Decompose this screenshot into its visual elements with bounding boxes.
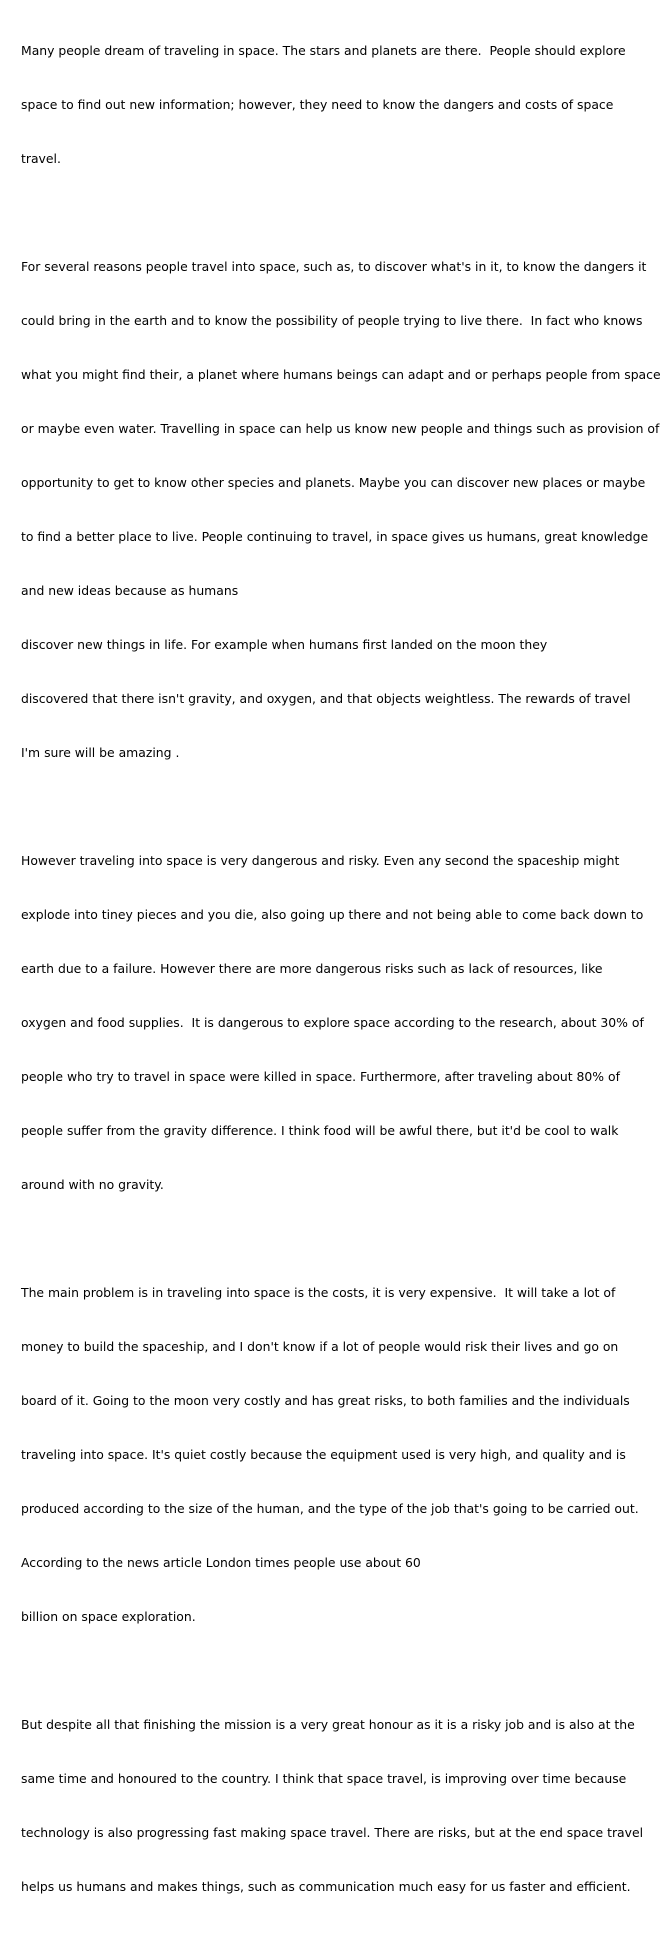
text-line: The main problem is in traveling into space is the costs, it is very expensive. It will take a lot of <box>21 1285 616 1300</box>
text-line: For several reasons people travel into space, such as, to discover what's in it, to know the dangers it <box>21 259 647 274</box>
text-line: people who try to travel in space were killed in space. Furthermore, after traveling about 80% of <box>21 1069 620 1084</box>
text-line: people suffer from the gravity difference. I think food will be awful there, but it'd be cool to walk <box>21 1123 619 1138</box>
text-line: produced according to the size of the human, and the type of the job that's going to be carried out. <box>21 1501 639 1516</box>
text-line: and new ideas because as humans <box>21 583 239 598</box>
text-line: explode into tiney pieces and you die, also going up there and not being able to come back down to <box>21 907 644 922</box>
text-line: earth due to a failure. However there are more dangerous risks such as lack of resources, like <box>21 961 603 976</box>
paragraph-costs <box>21 1248 639 1662</box>
text-line: But despite all that finishing the mission is a very great honour as it is a risky job and is also at the <box>21 1717 635 1732</box>
text-line: travel. <box>21 151 61 166</box>
text-line: around with no gravity. <box>21 1177 164 1192</box>
text-line: I'm sure will be amazing . <box>21 745 180 760</box>
text-line: discovered that there isn't gravity, and oxygen, and that objects weightless. The rewards of travel <box>21 691 631 706</box>
paragraph-intro <box>21 6 631 204</box>
text-line: space to find out new information; however, they need to know the dangers and costs of space <box>21 97 614 112</box>
text-line: Many people dream of traveling in space. The stars and planets are there. People should explore <box>21 43 626 58</box>
text-line: helps us humans and makes things, such as communication much easy for us faster and efficient. <box>21 1879 631 1894</box>
text-line: traveling into space. It's quiet costly because the equipment used is very high, and quality and is <box>21 1447 626 1462</box>
text-line: However traveling into space is very dangerous and risky. Even any second the spaceship might <box>21 853 620 868</box>
paragraph-conclusion <box>21 1680 644 1932</box>
text-line: to find a better place to live. People continuing to travel, in space gives us humans, great knowledge <box>21 529 649 544</box>
paragraph-dangers <box>21 816 644 1230</box>
text-line: discover new things in life. For example when humans first landed on the moon they <box>21 637 548 652</box>
text-line: opportunity to get to know other species and planets. Maybe you can discover new places or maybe <box>21 475 646 490</box>
text-line: same time and honoured to the country. I think that space travel, is improving over time because <box>21 1771 627 1786</box>
text-line: money to build the spaceship, and I don't know if a lot of people would risk their lives and go on <box>21 1339 619 1354</box>
text-line: oxygen and food supplies. It is dangerous to explore space according to the research, about 30% of <box>21 1015 644 1030</box>
text-line: According to the news article London times people use about 60 <box>21 1555 421 1570</box>
paragraph-reasons <box>21 222 661 798</box>
text-line: billion on space exploration. <box>21 1609 196 1624</box>
text-line: board of it. Going to the moon very costly and has great risks, to both families and the individuals <box>21 1393 630 1408</box>
text-line: technology is also progressing fast making space travel. There are risks, but at the end space travel <box>21 1825 644 1840</box>
text-line: what you might find their, a planet where humans beings can adapt and or perhaps people from space <box>21 367 661 382</box>
text-line: or maybe even water. Travelling in space can help us know new people and things such as provision of <box>21 421 660 436</box>
essay-document <box>21 6 661 1950</box>
text-line: could bring in the earth and to know the possibility of people trying to live there. In fact who knows <box>21 313 643 328</box>
